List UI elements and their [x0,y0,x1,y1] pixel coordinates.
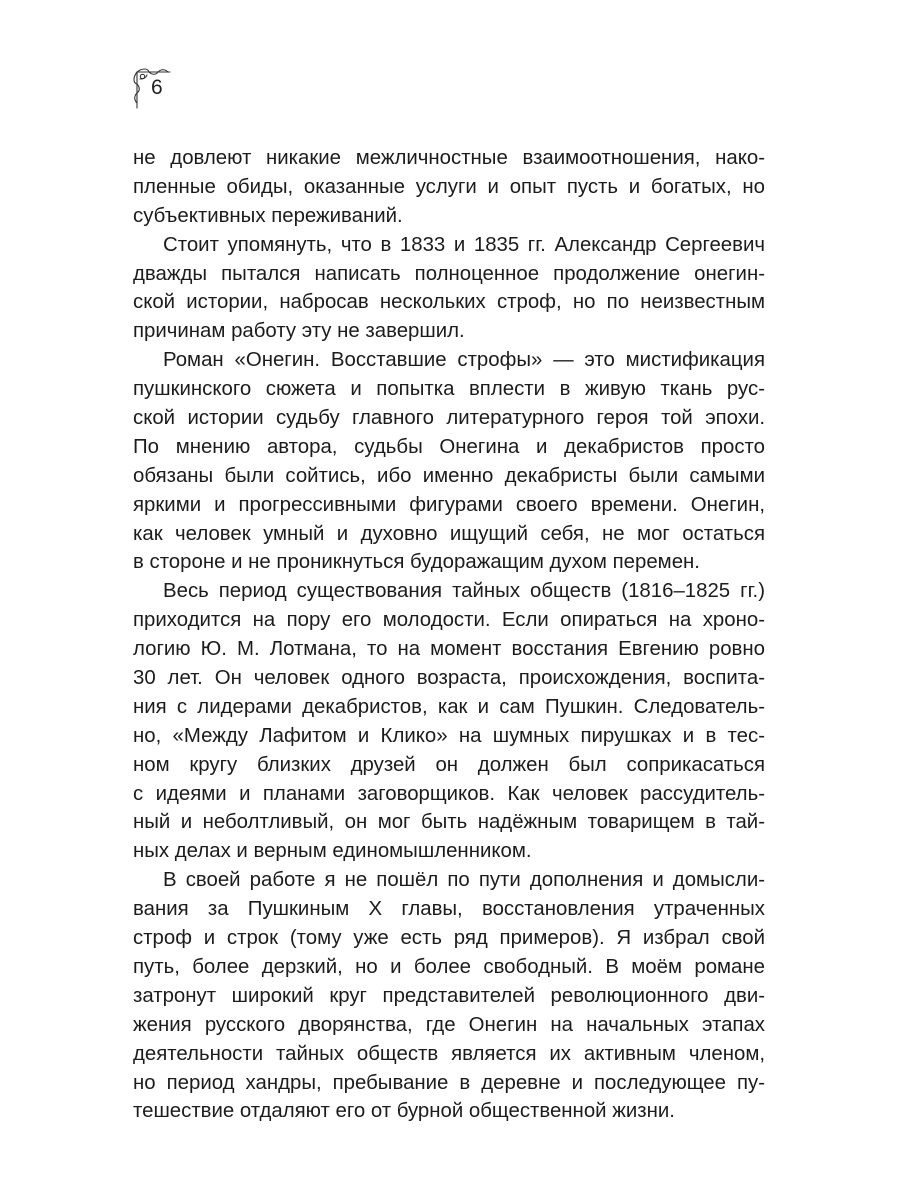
text-line: обязаны были сойтись, ибо именно декабристы были самыми [133,464,765,487]
page-number: 6 [151,76,163,99]
text-line: причинам работу эту не завершил. [133,320,465,343]
text-line: с идеями и планами заговорщиков. Как человек рассудитель- [133,782,765,805]
text-line: ном кругу близких друзей он должен был соприкасаться [133,753,765,776]
text-line: субъективных переживаний. [133,204,403,227]
text-line: в стороне и не проникнуться будоражащим духом перемен. [133,551,700,574]
paragraph [133,346,765,577]
text-line: дважды пытался написать полноценное продолжение онегин- [133,262,765,285]
text-line: не довлеют никакие межличностные взаимоотношения, нако- [133,147,765,169]
text-line: деятельности тайных обществ является их активным членом, [133,1042,765,1065]
text-line: жения русского дворянства, где Онегин на начальных этапах [133,1013,765,1036]
text-line: как человек умный и духовно ищущий себя, не мог остаться [133,522,765,545]
page-header [128,66,188,116]
text-line: строф и строк (тому уже есть ряд примеров). Я избрал свой [133,927,765,950]
text-line: пушкинского сюжета и попытка вплести в живую ткань рус- [133,378,765,401]
text-line: 30 лет. Он человек одного возраста, происхождения, воспита- [133,667,765,690]
text-line: В своей работе я не пошёл по пути дополнения и домысли- [163,869,765,892]
text-line: ния с лидерами декабристов, как и сам Пушкин. Следователь- [133,695,765,718]
text-line: но период хандры, пребывание в деревне и последующее пу- [133,1071,765,1094]
text-line: приходится на пору его молодости. Если опираться на хроно- [133,609,765,632]
text-line: путь, более дерзкий, но и более свободный. В моём романе [133,955,765,978]
paragraph [133,144,765,231]
text-line: пленные обиды, оказанные услуги и опыт пусть и богатых, но [133,175,765,198]
body-text [133,144,765,1126]
text-line: Стоит упомянуть, что в 1833 и 1835 гг. Александр Сергеевич [163,233,765,256]
text-line: яркими и прогрессивными фигурами своего времени. Онегин, [133,493,765,516]
text-line: тешествие отдаляют его от бурной общественной жизни. [133,1100,675,1123]
text-line: ской истории, набросав нескольких строф, но по неизвестным [133,291,765,314]
text-line: ных делах и верным единомышленником. [133,840,532,863]
text-line: По мнению автора, судьбы Онегина и декабристов просто [133,435,765,458]
text-line: Весь период существования тайных обществ (1816–1825 гг.) [163,580,765,603]
text-line: затронут широкий круг представителей революционного дви- [133,984,765,1007]
paragraph [133,866,765,1126]
text-line: ской истории судьбу главного литературного героя той эпохи. [133,407,765,430]
text-line: вания за Пушкиным X главы, восстановления утраченных [133,898,765,921]
text-line: Роман «Онегин. Восставшие строфы» — это мистификация [163,349,765,372]
paragraph [133,231,765,347]
text-line: логию Ю. М. Лотмана, то на момент восстания Евгению ровно [133,638,765,661]
paragraph [133,577,765,866]
text-line: ный и неболтливый, он мог быть надёжным товарищем в тай- [133,811,765,834]
text-line: но, «Между Лафитом и Клико» на шумных пирушках и в тес- [133,724,765,747]
